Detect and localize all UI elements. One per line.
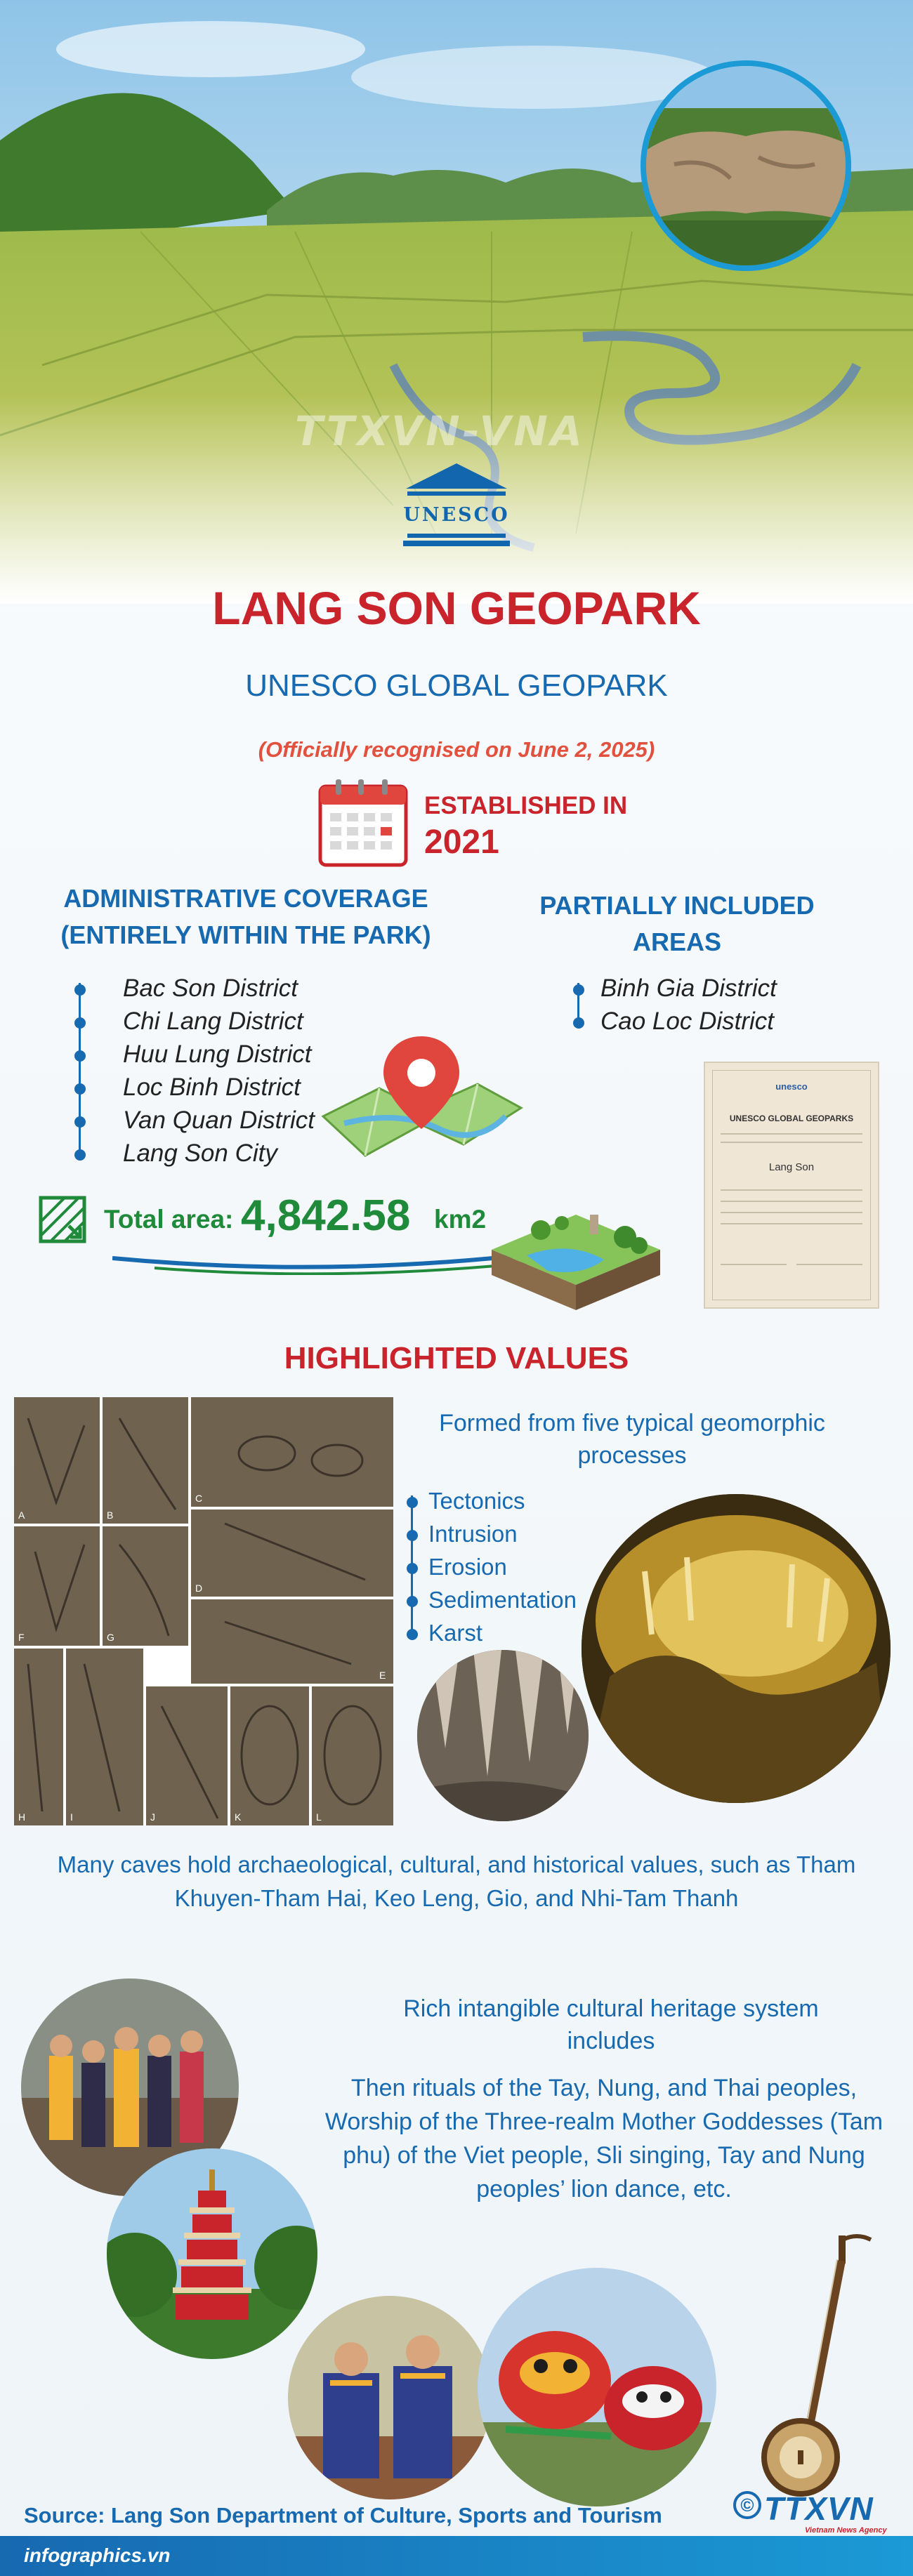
cliff-circle-photo xyxy=(641,60,851,271)
fossil-photo-grid xyxy=(14,1397,393,1825)
certificate-heading: UNESCO GLOBAL GEOPARKS xyxy=(729,1114,854,1123)
fossil-label: H xyxy=(18,1811,26,1823)
fossil-label: F xyxy=(18,1632,25,1643)
heritage-intro: Rich intangible cultural heritage system includes xyxy=(403,1995,819,2054)
certificate-text-line xyxy=(721,1142,862,1143)
partial-heading: PARTIALLY INCLUDED AREAS xyxy=(539,891,815,956)
fossil-label: I xyxy=(70,1811,73,1823)
certificate-text-line xyxy=(721,1133,862,1135)
administrative-heading-line1: ADMINISTRATIVE COVERAGE xyxy=(63,884,428,913)
bullet-dot xyxy=(74,1083,86,1095)
district-item: Van Quan District xyxy=(123,1107,315,1134)
fossil-label: L xyxy=(316,1811,322,1823)
district-item: Loc Binh District xyxy=(123,1074,301,1101)
pagoda-circle-photo xyxy=(107,2148,317,2359)
heritage-description: Then rituals of the Tay, Nung, and Thai peoples, Worship of the Three-realm Mother Goddesses (Tam phu) of the Viet people, Sli singing, Tay and Nung peoples’ lion dance, etc. xyxy=(324,2075,884,2202)
hero-watermark: TTXVN-VNA xyxy=(295,407,585,455)
bullet-dot xyxy=(573,1017,584,1029)
fossil-label: G xyxy=(107,1632,114,1643)
bullet-dot xyxy=(407,1596,418,1607)
established-year: 2021 xyxy=(424,824,499,861)
footer-site-link[interactable]: infographics.vn xyxy=(24,2544,171,2566)
ttxvn-logo: TTXVN xyxy=(764,2490,874,2527)
fossil-label: J xyxy=(150,1811,155,1823)
cave-circle-photo xyxy=(582,1494,891,1803)
process-item: Tectonics xyxy=(428,1488,525,1514)
process-item: Sedimentation xyxy=(428,1587,577,1613)
recognition-date: (Officially recognised on June 2, 2025) xyxy=(258,737,655,762)
processes-intro: Formed from five typical geomorphic processes xyxy=(439,1410,825,1469)
certificate-text-line xyxy=(721,1223,862,1224)
certificate-text-line xyxy=(721,1189,862,1191)
fossil-label: A xyxy=(18,1510,25,1521)
district-item: Lang Son City xyxy=(123,1140,277,1167)
certificate-name: Lang Son xyxy=(768,1161,815,1173)
district-item: Chi Lang District xyxy=(123,1008,303,1035)
bullet-dot xyxy=(74,1050,86,1062)
administrative-bullet-line xyxy=(79,983,81,1158)
unesco-logo xyxy=(400,461,513,559)
certificate-signature-line xyxy=(796,1264,862,1265)
administrative-heading xyxy=(56,880,435,953)
caves-description: Many caves hold archaeological, cultural, and historical values, such as Tham Khuyen-Tham Hai, Keo Leng, Gio, and Nhi-Tam Thanh xyxy=(57,1851,856,1911)
unesco-certificate xyxy=(704,1062,879,1309)
fossil-label: B xyxy=(107,1510,114,1521)
certificate-signature-line xyxy=(721,1264,787,1265)
performers-circle-photo xyxy=(288,2296,492,2499)
bullet-dot xyxy=(407,1563,418,1574)
terrain-block-illustration xyxy=(485,1187,667,1313)
process-item: Erosion xyxy=(428,1554,507,1580)
stalactite-circle-photo xyxy=(417,1650,589,1821)
map-pin-icon xyxy=(316,1032,527,1165)
bullet-dot xyxy=(74,1017,86,1029)
district-item: Bac Son District xyxy=(123,975,298,1002)
district-item: Huu Lung District xyxy=(123,1041,312,1068)
area-unit: km2 xyxy=(434,1205,487,1234)
ttxvn-logo-subtitle: Vietnam News Agency xyxy=(805,2526,887,2535)
partial-item: Binh Gia District xyxy=(600,975,777,1002)
certificate-border xyxy=(712,1070,871,1300)
calendar-icon xyxy=(317,778,409,868)
bullet-dot xyxy=(74,1116,86,1128)
bullet-dot xyxy=(407,1629,418,1640)
bullet-dot xyxy=(74,984,86,996)
area-swoosh xyxy=(112,1247,534,1275)
partial-item: Cao Loc District xyxy=(600,1008,775,1035)
page-subtitle: UNESCO GLOBAL GEOPARK xyxy=(245,668,668,703)
area-value: 4,842.58 xyxy=(241,1191,411,1240)
highlighted-values-title: HIGHLIGHTED VALUES xyxy=(284,1341,629,1375)
fossil-label: E xyxy=(379,1670,386,1681)
certificate-text-line xyxy=(721,1201,862,1202)
administrative-heading-line2: (ENTIRELY WITHIN THE PARK) xyxy=(60,920,431,949)
bullet-dot xyxy=(407,1530,418,1541)
fossil-label: D xyxy=(195,1583,203,1594)
source-credit: Source: Lang Son Department of Culture, Sports and Tourism xyxy=(24,2503,662,2528)
dan-tinh-lute-illustration xyxy=(744,2226,885,2506)
fossil-label: K xyxy=(235,1811,242,1823)
copyright-icon: © xyxy=(733,2491,761,2519)
established-label: ESTABLISHED IN xyxy=(424,792,628,819)
certificate-text-line xyxy=(721,1212,862,1213)
bullet-dot xyxy=(74,1149,86,1161)
page-title: LANG SON GEOPARK xyxy=(212,582,701,634)
fossil-label: C xyxy=(195,1493,203,1504)
process-item: Karst xyxy=(428,1620,483,1646)
certificate-logo: unesco xyxy=(775,1081,808,1092)
area-label: Total area: xyxy=(104,1205,234,1234)
bullet-dot xyxy=(573,984,584,996)
process-item: Intrusion xyxy=(428,1521,518,1547)
lion-dance-circle-photo xyxy=(478,2268,716,2506)
unesco-logo-text: UNESCO xyxy=(403,504,510,526)
bullet-dot xyxy=(407,1497,418,1508)
area-icon xyxy=(37,1194,88,1246)
